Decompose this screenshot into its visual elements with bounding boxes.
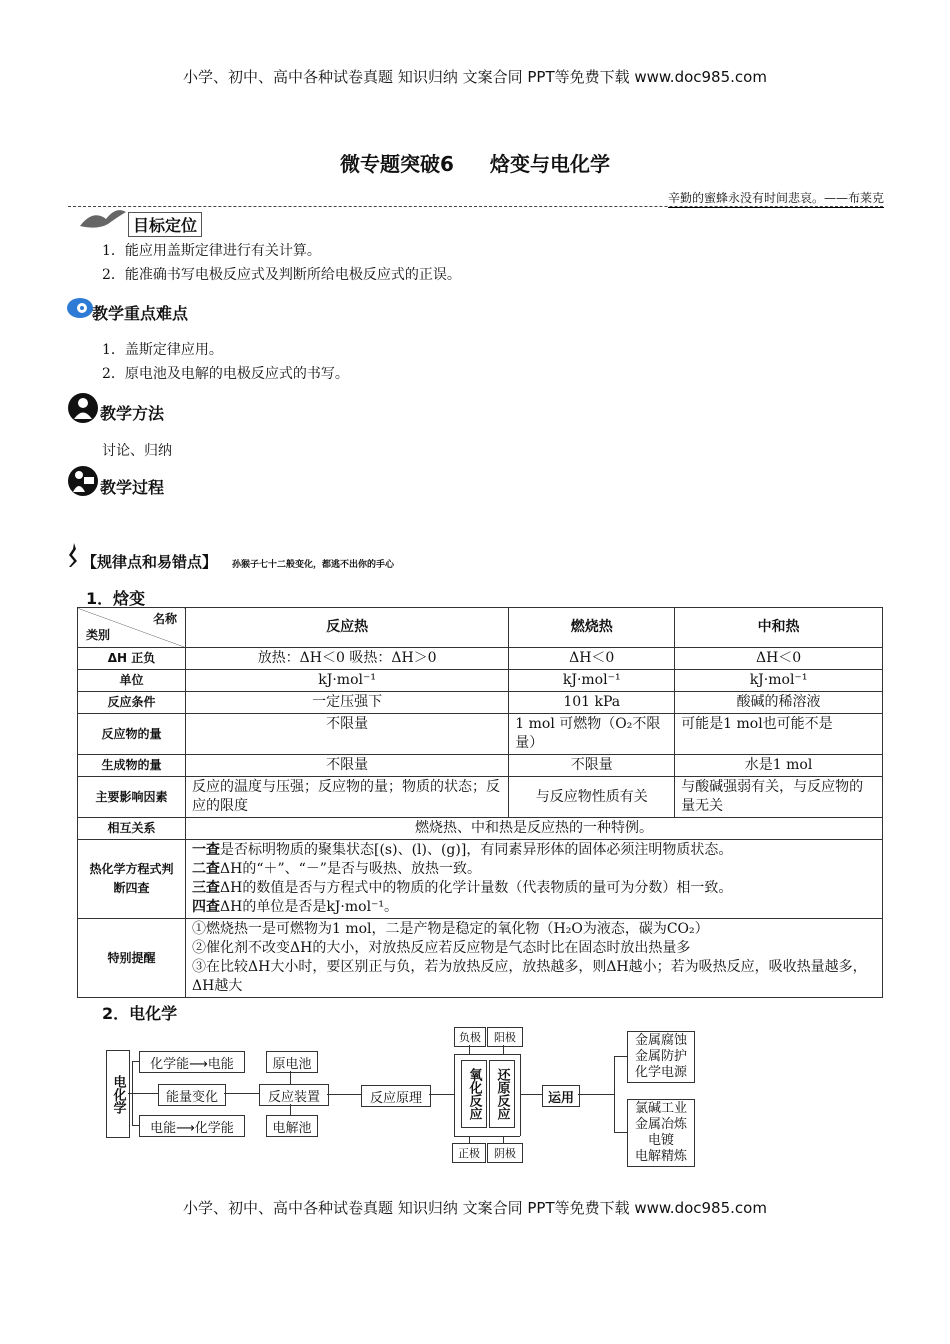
person-icon (67, 392, 99, 428)
page-title: 微专题突破6 焓变与电化学 (340, 152, 610, 176)
energy-chem-to-elec: 化学能⟶电能 (139, 1051, 245, 1073)
target-icon (66, 296, 94, 324)
cathode-neg-box: 阴极 (487, 1143, 523, 1163)
part1-heading: 1．焓变 (86, 589, 146, 608)
table-row: 特别提醒 ①燃烧热一是可燃物为1 mol，二是产物是稳定的氧化物（H₂O为液态，碳为CO₂） ②催化剂不改变ΔH的大小，对放热反应若反应物是气态时比在固态时放出热量多 ③在比较ΔH大小时，要区别正与负，若为放热反应，放热越多，则ΔH越小；若为吸热反应，吸收热量越多，ΔH越大 (78, 919, 883, 998)
enthalpy-table (77, 607, 883, 998)
key-item-1: 1．盖斯定律应用。 (102, 342, 223, 358)
apply-group-2: 氯碱工业 金属冶炼 电镀 电解精炼 (627, 1099, 695, 1167)
reduction-box: 还原反应 (489, 1060, 515, 1128)
page-header: 小学、初中、高中各种试卷真题 知识归纳 文案合同 PPT等免费下载 www.doc985.com (183, 68, 767, 86)
root-box: 电化学 (106, 1050, 130, 1138)
rules-title: 【规律点和易错点】 (82, 553, 218, 571)
corner-cell: 名称 类别 (78, 608, 186, 648)
table-row: 反应物的量 不限量 1 mol 可燃物（O₂不限量） 可能是1 mol也可能不是 (78, 714, 883, 755)
goal-item-1: 1．能应用盖斯定律进行有关计算。 (102, 243, 321, 259)
apply-box: 运用 (542, 1085, 580, 1107)
table-row: 生成物的量 不限量 不限量 水是1 mol (78, 755, 883, 777)
cathode-pos-box: 正极 (452, 1143, 486, 1163)
teacher-icon (67, 465, 99, 501)
galvanic-cell-box: 原电池 (266, 1051, 318, 1073)
col-header: 中和热 (675, 608, 883, 648)
apply-group-1: 金属腐蚀 金属防护 化学电源 (627, 1031, 695, 1083)
key-title: 教学重点难点 (92, 304, 189, 323)
anode-pos-box: 阳极 (487, 1027, 523, 1047)
monkey-icon (66, 541, 82, 573)
table-row: 热化学方程式判断四查 一查是否标明物质的聚集状态[(s)、(l)、(g)]，有同素异形体的固体必须注明物质状态。 二查ΔH的“＋”、“－”是否与吸热、放热一致。 三查ΔH的数值是否与方程式中的物质的化学计量数（代表物质的量可为分数）相一致。 四查ΔH的单位是否是kJ·mol⁻¹。 (78, 840, 883, 919)
energy-elec-to-chem: 电能⟶化学能 (139, 1115, 245, 1137)
table-row: 主要影响因素 反应的温度与压强；反应物的量；物质的状态；反应的限度 与反应物性质有关 与酸碱强弱有关，与反应物的量无关 (78, 777, 883, 818)
oxidation-box: 氧化反应 (461, 1060, 487, 1128)
judge-cell: 一查是否标明物质的聚集状态[(s)、(l)、(g)]，有同素异形体的固体必须注明物质状态。 二查ΔH的“＋”、“－”是否与吸热、放热一致。 三查ΔH的数值是否与方程式中的物质的化学计量数（代表物质的量可为分数）相一致。 四查ΔH的单位是否是kJ·mol⁻¹。 (186, 840, 883, 919)
method-text: 讨论、归纳 (102, 443, 172, 459)
process-title: 教学过程 (100, 478, 165, 497)
anode-neg-box: 负极 (454, 1027, 486, 1047)
table-row: 相互关系 燃烧热、中和热是反应热的一种特例。 (78, 818, 883, 840)
col-header: 燃烧热 (509, 608, 675, 648)
part2-heading: 2．电化学 (102, 1004, 178, 1023)
table-row: 单位 kJ·mol⁻¹ kJ·mol⁻¹ kJ·mol⁻¹ (78, 670, 883, 692)
energy-box: 能量变化 (158, 1084, 226, 1106)
rules-note: 孙猴子七十二般变化，都逃不出你的手心 (232, 560, 395, 570)
key-item-2: 2．原电池及电解的电极反应式的书写。 (102, 366, 349, 382)
page-footer: 小学、初中、高中各种试卷真题 知识归纳 文案合同 PPT等免费下载 www.doc985.com (183, 1199, 767, 1217)
bird-icon (78, 204, 128, 238)
electrolytic-cell-box: 电解池 (266, 1115, 318, 1137)
goal-item-2: 2．能准确书写电极反应式及判断所给电极反应式的正误。 (102, 267, 461, 283)
col-header: 反应热 (186, 608, 509, 648)
goal-title: 目标定位 (128, 212, 202, 237)
quote: 辛勤的蜜蜂永没有时间悲哀。——布莱克 (668, 189, 884, 208)
device-box: 反应装置 (259, 1084, 329, 1106)
method-title: 教学方法 (100, 404, 165, 423)
table-row: 反应条件 一定压强下 101 kPa 酸碱的稀溶液 (78, 692, 883, 714)
divider (68, 206, 883, 207)
table-row: ΔH 正负 放热：ΔH＜0 吸热：ΔH＞0 ΔH＜0 ΔH＜0 (78, 648, 883, 670)
principle-box: 反应原理 (361, 1085, 431, 1107)
tips-cell: ①燃烧热一是可燃物为1 mol，二是产物是稳定的氧化物（H₂O为液态，碳为CO₂） ②催化剂不改变ΔH的大小，对放热反应若反应物是气态时比在固态时放出热量多 ③在比较ΔH大小时，要区别正与负，若为放热反应，放热越多，则ΔH越小；若为吸热反应，吸收热量越多，ΔH越大 (186, 919, 883, 998)
